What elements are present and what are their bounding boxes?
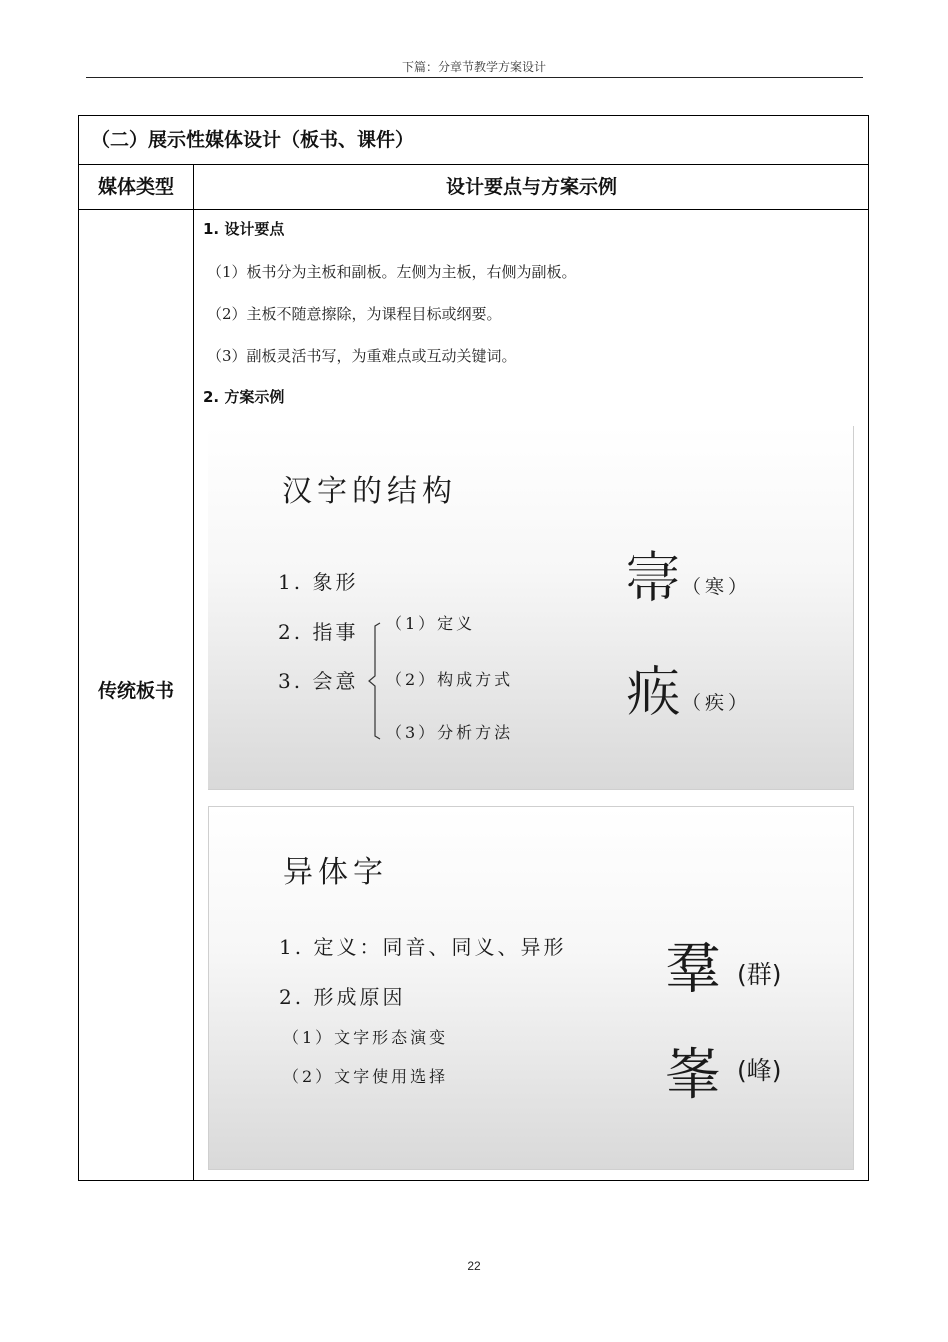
glyph-note: (群) — [737, 960, 782, 989]
board-subitem: （2）构成方式 — [386, 670, 514, 689]
board-item: 2. 形成原因 — [279, 985, 406, 1009]
variant-glyph-feng: 峯 — [665, 1043, 721, 1108]
table-title-row — [79, 116, 868, 165]
board-item: 2. 指事 — [278, 620, 359, 644]
media-design-table — [78, 115, 869, 1181]
example-heading: 2. 方案示例 — [203, 388, 285, 406]
board-item: 1. 定义：同音、同义、异形 — [279, 935, 567, 959]
glyph-note: (峰) — [737, 1056, 782, 1085]
variant-glyph-qun: 羣 — [665, 937, 721, 1002]
board-subitem: （2）文字使用选择 — [283, 1067, 449, 1086]
board-subitem: （1）文字形态演变 — [283, 1028, 449, 1047]
glyph-note: （疾） — [682, 692, 752, 714]
bracket-icon — [368, 622, 382, 740]
glyph-note: （寒） — [682, 576, 752, 598]
design-point: （3）副板灵活书写，为重难点或互动关键词。 — [207, 347, 517, 365]
board-title: 异体字 — [283, 855, 388, 890]
page-number: 22 — [467, 1259, 481, 1273]
board-title: 汉字的结构 — [282, 474, 457, 509]
running-header: 下篇：分章节教学方案设计 — [401, 60, 546, 74]
blackboard-example-structure — [208, 426, 854, 790]
board-subitem: （1）定义 — [386, 614, 476, 633]
board-subitem: （3）分析方法 — [386, 723, 514, 742]
seal-glyph-han: 𡨦 — [626, 547, 680, 610]
col-header-design: 设计要点与方案示例 — [445, 176, 617, 198]
header-rule — [86, 77, 863, 78]
media-type-cell: 传统板书 — [97, 680, 174, 702]
design-point: （2）主板不随意擦除，为课程目标或纲要。 — [207, 305, 502, 323]
blackboard-example-variant — [208, 806, 854, 1170]
seal-glyph-ji: 𤶅 — [626, 661, 680, 724]
design-points-heading: 1. 设计要点 — [203, 220, 285, 238]
section-title: （二）展示性媒体设计（板书、课件） — [91, 129, 415, 151]
design-point: （1）板书分为主板和副板。左侧为主板，右侧为副板。 — [207, 263, 577, 281]
board-item: 1. 象形 — [278, 570, 359, 594]
board-item: 3. 会意 — [278, 669, 359, 693]
column-divider — [193, 165, 194, 1181]
col-header-media-type: 媒体类型 — [97, 176, 174, 198]
